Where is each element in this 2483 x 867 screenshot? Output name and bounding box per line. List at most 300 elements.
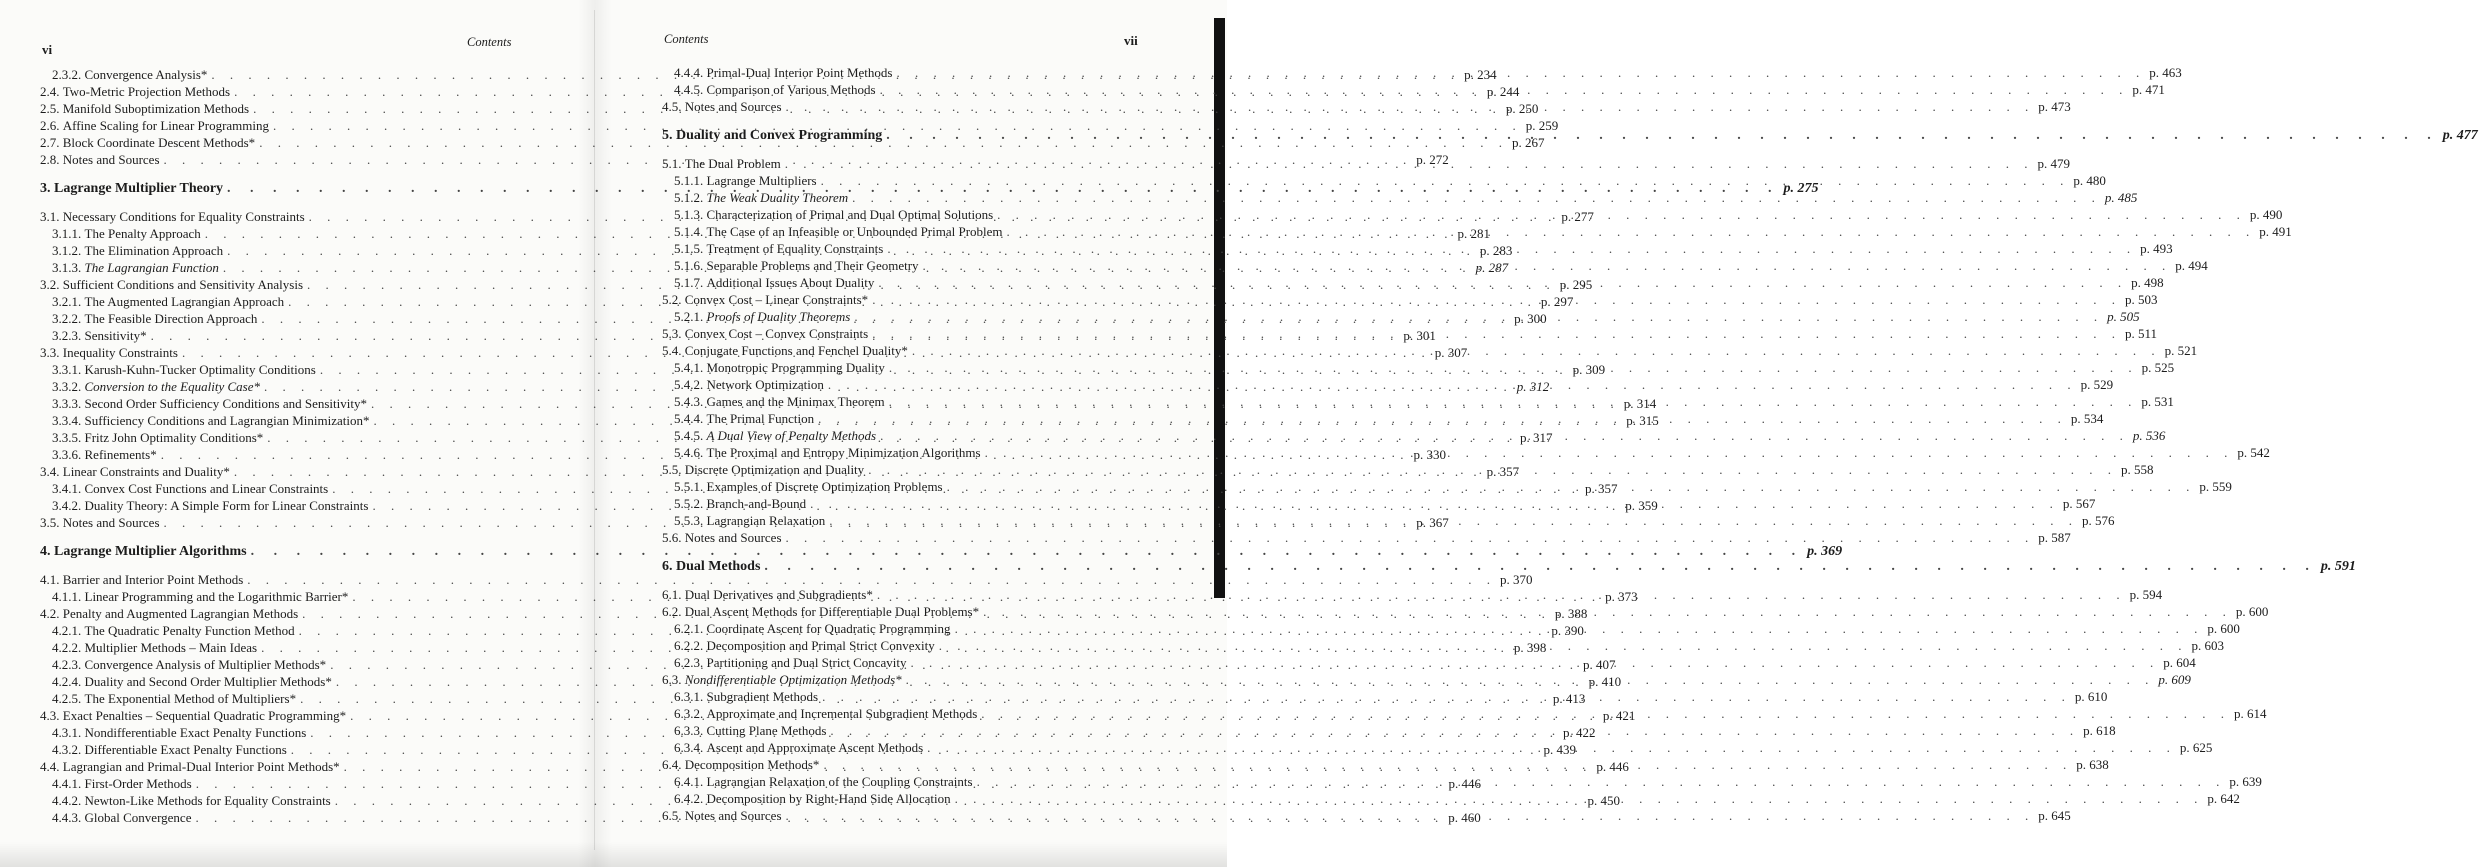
toc-entry-title: The Penalty Approach (84, 226, 201, 241)
toc-entry-number: 4.5. (662, 99, 682, 114)
toc-entry-title: Additional Issues About Duality (706, 275, 875, 290)
toc-entry-number: 2.8. (40, 152, 60, 167)
dot-leader (786, 98, 2035, 115)
toc-entry-number: 4.2.4. (52, 674, 82, 689)
toc-entry-title: Decomposition Methods* (684, 757, 820, 772)
toc-entry-number: 3.3. (40, 345, 60, 360)
dot-leader (985, 444, 2234, 461)
toc-entry-number: 6.4.1. (674, 774, 704, 789)
toc-entry-number: 6.4.2. (674, 791, 704, 806)
toc-entry-title: A Dual View of Penalty Methods (706, 428, 877, 443)
dot-leader (880, 81, 2129, 98)
toc-entry-title: Convex Cost Functions and Linear Constraints (84, 481, 329, 496)
dot-leader (852, 189, 2101, 206)
toc-entry-page: p. 511 (2124, 326, 2157, 341)
toc-entry-title: The Primal Function (706, 411, 815, 426)
toc-entry-title: Primal-Dual Interior Point Methods (706, 65, 893, 80)
dot-leader (887, 240, 2136, 257)
dot-leader (906, 671, 2155, 688)
dot-leader (823, 756, 2072, 773)
toc-entry-title: Exact Penalties – Sequential Quadratic Programming* (62, 708, 347, 723)
toc-entry-number: 4.2.3. (52, 657, 82, 672)
toc-entry-title: The Lagrangian Function (84, 260, 219, 275)
toc-entry-page: p. 373 (1605, 589, 1638, 604)
dot-leader (939, 637, 2188, 654)
toc-entry-number: 6. (662, 559, 673, 574)
toc-entry-number: 4. (40, 544, 51, 559)
toc-entry-number: 3.1.1. (52, 226, 82, 241)
toc-entry-title: The Feasible Direction Approach (84, 311, 258, 326)
toc-entry-number: 5.3. (662, 326, 682, 341)
dot-leader (786, 529, 2035, 546)
toc-entry-title: Examples of Discrete Optimization Problems (706, 479, 943, 494)
toc-entry-page: p. 645 (2038, 808, 2071, 823)
toc-entry-page: p. 594 (2129, 587, 2163, 602)
toc-entry-page: p. 531 (2141, 394, 2174, 409)
toc-entry-title: Lagrange Multipliers (706, 173, 817, 188)
toc-entry-number: 6.5. (662, 808, 682, 823)
toc-entry (40, 571, 1533, 588)
toc-entry-page: p. 367 (1416, 515, 1449, 530)
toc-entry-number: 5.1.4. (674, 224, 704, 239)
toc-entry-title: Second Order Sufficiency Conditions and Sensitivity* (84, 396, 367, 411)
toc-entry-title: Duality Theory: A Simple Form for Linear Constraints (84, 498, 369, 513)
toc-entry-page: p. 410 (1588, 674, 1622, 689)
toc-entry-number: 3.2.3. (52, 328, 82, 343)
toc-entry-page: p. 638 (2076, 757, 2109, 772)
toc-entry-page: p. 234 (1464, 67, 1497, 82)
toc-entry-page: p. 471 (2132, 82, 2165, 97)
toc-entry-number: 4.4.3. (52, 810, 82, 825)
toc-entry-title: Inequality Constraints (62, 345, 178, 360)
toc-entry-page: p. 407 (1582, 657, 1616, 672)
toc-entry-page: p. 603 (2191, 638, 2224, 653)
toc-entry-page: p. 558 (2120, 462, 2154, 477)
toc-entry-page: p. 317 (1520, 430, 1553, 445)
toc-entry-title: Convex Cost – Linear Constraints* (684, 292, 869, 307)
toc-entry-title: Necessary Conditions for Equality Constraints (62, 209, 305, 224)
toc-entry-title: Barrier and Interior Point Methods (62, 572, 244, 587)
toc-entry-number: 3.4. (40, 464, 60, 479)
toc-entry-page: p. 281 (1457, 226, 1490, 241)
toc-entry-title: Notes and Sources (684, 530, 782, 545)
toc-entry-title: The Proximal and Entropy Minimization Algorithms (706, 445, 981, 460)
toc-entry-title: Lagrangian Relaxation (706, 513, 826, 528)
toc-entry-title: Lagrangian Relaxation of the Coupling Constraints (706, 774, 973, 789)
toc-entry-page: p. 463 (2149, 65, 2182, 80)
toc-entry-page: p. 315 (1626, 413, 1659, 428)
toc-entry-page: p. 505 (2107, 309, 2140, 324)
dot-leader (955, 620, 2204, 637)
toc-entry-title: Coordinate Ascent for Quadratic Programming (706, 621, 951, 636)
toc-entry-title: Dual Derivatives and Subgradients* (684, 587, 873, 602)
toc-entry-title: Decomposition by Right-Hand Side Allocation (706, 791, 951, 806)
toc-entry-page: p. 609 (2158, 672, 2191, 687)
dot-leader (880, 427, 2129, 444)
toc-entry-page: p. 450 (1587, 793, 1620, 808)
toc-entry-number: 5.4.2. (674, 377, 704, 392)
toc-entry-page: p. 446 (1596, 759, 1629, 774)
dot-leader (822, 688, 2071, 705)
toc-entry-page: p. 283 (1479, 243, 1513, 258)
toc-entry-title: Discrete Optimization and Duality (684, 462, 865, 477)
toc-entry-page: p. 267 (1511, 135, 1545, 150)
toc-entry-title: Manifold Suboptimization Methods (62, 101, 250, 116)
toc-entry-number: 6.3.4. (674, 740, 704, 755)
toc-entry-number: 6.3.1. (674, 689, 704, 704)
dot-leader (1007, 223, 2256, 240)
toc-entry-title: Linear Programming and the Logarithmic Barrier* (84, 589, 349, 604)
toc-entry-number: 5. (662, 128, 673, 143)
toc-entry-title: Dual Ascent Methods for Differentiable Dual Problems* (684, 604, 980, 619)
toc-entry-page: p. 413 (1552, 691, 1586, 706)
toc-entry-title: Lagrangian and Primal-Dual Interior Point Methods* (62, 759, 340, 774)
toc-entry-page: p. 494 (2175, 258, 2208, 273)
toc-entry-title: Games and the Minimax Theorem (706, 394, 885, 409)
toc-entry-page: p. 460 (1448, 810, 1481, 825)
toc-entry-page: p. 491 (2259, 224, 2292, 239)
dot-leader (896, 64, 2145, 81)
toc-entry-number: 6.2.1. (674, 621, 704, 636)
toc-entry-number: 3.2.1. (52, 294, 82, 309)
toc-entry-page: p. 446 (1448, 776, 1481, 791)
toc-entry-page: p. 567 (2062, 496, 2096, 511)
toc-entry-title: Penalty and Augmented Lagrangian Methods (62, 606, 299, 621)
toc-entry-number: 2.7. (40, 135, 60, 150)
toc-entry-title: Notes and Sources (62, 152, 160, 167)
toc-entry-title: First-Order Methods (84, 776, 192, 791)
dot-leader (872, 325, 2121, 342)
toc-entry-title: Treatment of Equality Constraints (706, 241, 884, 256)
toc-entry-title: Subgradient Methods (706, 689, 819, 704)
toc-entry-number: 3.5. (40, 515, 60, 530)
toc-entry-number: 6.2. (662, 604, 682, 619)
toc-entry-page: p. 301 (1403, 328, 1436, 343)
toc-entry-page: p. 390 (1551, 623, 1584, 638)
toc-entry-title: Notes and Sources (62, 515, 160, 530)
toc-entry-title: Characterization of Primal and Dual Optimal Solutions (706, 207, 994, 222)
toc-entry-number: 4.4.4. (674, 65, 704, 80)
toc-entry-page: p. 300 (1514, 311, 1547, 326)
dot-leader (828, 376, 2077, 393)
toc-entry-number: 3.3.3. (52, 396, 82, 411)
toc-entry-number: 4.2.5. (52, 691, 82, 706)
toc-entry-page: p. 576 (2082, 513, 2115, 528)
toc-entry-page: p. 473 (2038, 99, 2071, 114)
toc-entry (662, 529, 2071, 546)
toc-entry-number: 3.2.2. (52, 311, 82, 326)
toc-entry-title: Sufficiency Conditions and Lagrangian Minimization* (84, 413, 370, 428)
toc-entry-number: 4.1.1. (52, 589, 82, 604)
toc-entry-number: 3.3.4. (52, 413, 82, 428)
toc-entry-number: 5.4. (662, 343, 682, 358)
toc-entry-title: Lagrange Multiplier Algorithms (54, 544, 247, 559)
dot-leader (927, 739, 2176, 756)
toc-entry-number: 4.1. (40, 572, 60, 587)
toc-entry-page: p. 625 (2179, 740, 2213, 755)
dot-leader (829, 512, 2078, 529)
toc-entry-title: Newton-Like Methods for Equality Constraints (84, 793, 331, 808)
dot-leader (947, 478, 2196, 495)
toc-entry-title: Conversion to the Equality Case* (84, 379, 260, 394)
toc-entry (40, 117, 1559, 134)
toc-entry-page: p. 642 (2207, 791, 2240, 806)
toc-entry-number: 4.3.2. (52, 742, 82, 757)
toc-entry-page: p. 639 (2229, 774, 2262, 789)
page-number: vii (1124, 33, 1138, 48)
dot-leader (868, 461, 2117, 478)
toc-entry-number: 3.4.2. (52, 498, 82, 513)
toc-entry-number: 5.5. (662, 462, 682, 477)
toc-entry-page: p. 498 (2131, 275, 2164, 290)
toc-entry-page: p. 600 (2207, 621, 2240, 636)
toc-entry-number: 5.4.1. (674, 360, 704, 375)
toc-entry-page: p. 314 (1623, 396, 1657, 411)
dot-leader (889, 359, 2138, 376)
toc-entry-page: p. 604 (2163, 655, 2196, 670)
toc-entry-number: 3.3.5. (52, 430, 82, 445)
toc-entry-page: p. 275 (1783, 181, 1819, 196)
toc-entry-page: p. 297 (1540, 294, 1574, 309)
toc-entry-page: p. 369 (1807, 544, 1843, 559)
toc-entry-number: 4.2. (40, 606, 60, 621)
toc-entry-number: 5.4.3. (674, 394, 704, 409)
toc-entry-page: p. 542 (2237, 445, 2270, 460)
toc-entry-page: p. 490 (2249, 207, 2283, 222)
toc-entry-number: 3. (40, 181, 51, 196)
dot-leader (886, 119, 2439, 153)
dot-leader (810, 495, 2059, 512)
dot-leader (818, 410, 2067, 427)
toc-entry-number: 4.2.2. (52, 640, 82, 655)
dot-leader (764, 550, 2317, 584)
toc-entry-title: Conjugate Functions and Fenchel Duality* (684, 343, 908, 358)
toc-entry-title: Fritz John Optimality Conditions* (84, 430, 264, 445)
toc-entry-title: The Case of an Infeasible or Unbounded Primal Problem (706, 224, 1003, 239)
toc-entry-page: p. 250 (1505, 101, 1539, 116)
toc-entry-page: p. 359 (1625, 498, 1658, 513)
toc-entry-title: Affine Scaling for Linear Programming (62, 118, 270, 133)
toc-entry-number: 4.4. (40, 759, 60, 774)
toc-entry-number: 4.4.5. (674, 82, 704, 97)
running-head: Contents (664, 32, 709, 46)
toc-entry-number: 2.5. (40, 101, 60, 116)
dot-leader (878, 274, 2127, 291)
toc-entry-page: p. 534 (2070, 411, 2104, 426)
toc-entry-number: 5.5.2. (674, 496, 704, 511)
toc-entry-page: p. 422 (1563, 725, 1596, 740)
toc-entry-number: 3.1. (40, 209, 60, 224)
toc-entry-page: p. 480 (2073, 173, 2106, 188)
toc-entry-number: 3.4.1. (52, 481, 82, 496)
toc-entry-page: p. 272 (1416, 152, 1449, 167)
toc-entry-number: 4.2.1. (52, 623, 82, 638)
toc-entry-title: Linear Constraints and Duality* (62, 464, 230, 479)
toc-entry-page: p. 503 (2124, 292, 2158, 307)
toc-entry-page: p. 244 (1486, 84, 1520, 99)
toc-entry-page: p. 618 (2083, 723, 2116, 738)
dot-leader (955, 790, 2204, 807)
toc-entry-number: 6.1. (662, 587, 682, 602)
toc-entry-number: 5.4.6. (674, 445, 704, 460)
toc-entry (662, 189, 2138, 206)
toc-entry-title: Sufficient Conditions and Sensitivity Analysis (62, 277, 304, 292)
toc-entry-page: p. 330 (1413, 447, 1446, 462)
toc-entry-number: 3.1.3. (52, 260, 82, 275)
toc-entry-page: p. 600 (2235, 604, 2269, 619)
running-head: Contents (467, 35, 512, 49)
toc-entry-number: 5.4.5. (674, 428, 704, 443)
dot-leader (877, 586, 2126, 603)
page-number: vi (42, 42, 53, 57)
toc-entry-page: p. 312 (1516, 379, 1550, 394)
dot-leader (923, 257, 2172, 274)
toc-entry-title: Monotropic Programming Duality (706, 360, 885, 375)
dot-leader (911, 654, 2160, 671)
toc-entry-number: 5.1.7. (674, 275, 704, 290)
toc-entry-page: p. 559 (2199, 479, 2232, 494)
toc-entry-title: Global Convergence (84, 810, 192, 825)
dot-leader (997, 206, 2246, 223)
toc-entry-page: p. 536 (2132, 428, 2166, 443)
toc-entry-number: 2.3.2. (52, 67, 82, 82)
dot-leader (912, 342, 2161, 359)
toc-entry-page: p. 357 (1486, 464, 1520, 479)
toc-entry-title: Decomposition and Primal Strict Convexity (706, 638, 935, 653)
toc-entry-page: p. 614 (2234, 706, 2267, 721)
toc-entry-title: Network Optimization (706, 377, 824, 392)
toc-entry-page: p. 421 (1602, 708, 1636, 723)
toc-entry-title: Lagrange Multiplier Theory (54, 181, 224, 196)
toc-entry-page: p. 610 (2074, 689, 2108, 704)
toc-entry-page: p. 259 (1525, 118, 1559, 133)
toc-entry-page: p. 591 (2320, 559, 2356, 574)
toc-entry-title: Convergence Analysis* (84, 67, 208, 82)
dot-leader (786, 807, 2035, 824)
toc-entry-page: p. 479 (2037, 156, 2071, 171)
toc-entry-page: p. 388 (1554, 606, 1588, 621)
toc-entry-title: Multiplier Methods – Main Ideas (84, 640, 258, 655)
toc-entry-title: Refinements* (84, 447, 157, 462)
toc-entry-title: Convergence Analysis of Multiplier Methods* (84, 657, 327, 672)
toc-entry-number: 5.1.1. (674, 173, 704, 188)
toc-entry-number: 5.1. (662, 156, 682, 171)
dot-leader (977, 773, 2226, 790)
toc-entry-title: Ascent and Approximate Ascent Methods (706, 740, 924, 755)
toc-entry-page: p. 277 (1561, 209, 1594, 224)
dot-leader (821, 172, 2070, 189)
toc-entry-page: p. 493 (2140, 241, 2173, 256)
toc-entry-number: 6.3.3. (674, 723, 704, 738)
toc-entry-number: 4.3. (40, 708, 60, 723)
toc-entry-title: The Weak Duality Theorem (706, 190, 849, 205)
toc-entry-page: p. 357 (1584, 481, 1618, 496)
toc-entry-title: Partitioning and Dual Strict Concavity (706, 655, 907, 670)
toc-entry-title: Approximate and Incremental Subgradient Methods (706, 706, 978, 721)
toc-entry-number: 6.2.2. (674, 638, 704, 653)
toc-entry-number: 5.4.4. (674, 411, 704, 426)
dot-leader (889, 393, 2138, 410)
toc-entry-title: Cutting Plane Methods (706, 723, 827, 738)
toc-entry-number: 5.5.3. (674, 513, 704, 528)
toc-entry-title: Two-Metric Projection Methods (62, 84, 231, 99)
toc-entry-number: 6.2.3. (674, 655, 704, 670)
toc-entry-page: p. 529 (2080, 377, 2114, 392)
dot-leader (872, 291, 2121, 308)
toc-entry-title: The Quadratic Penalty Function Method (84, 623, 295, 638)
toc-entry-title: Comparison of Various Methods (706, 82, 876, 97)
toc-entry-page: p. 439 (1543, 742, 1577, 757)
toc-entry-title: Branch-and-Bound (706, 496, 807, 511)
toc-entry-title: Notes and Sources (684, 808, 782, 823)
toc-entry-title: Differentiable Exact Penalty Functions (84, 742, 287, 757)
toc-entry-number: 2.4. (40, 84, 60, 99)
toc-entry-number: 4.3.1. (52, 725, 82, 740)
toc-entry-title: Block Coordinate Descent Methods* (62, 135, 256, 150)
toc-entry-number: 2.6. (40, 118, 60, 133)
toc-entry-number: 3.3.6. (52, 447, 82, 462)
toc-entry-page: p. 398 (1513, 640, 1547, 655)
toc-entry-title: Convex Cost – Convex Constraints (684, 326, 869, 341)
toc-entry-number: 5.5.1. (674, 479, 704, 494)
toc-entry-number: 3.2. (40, 277, 60, 292)
dot-leader (785, 155, 2034, 172)
dot-leader (854, 308, 2103, 325)
toc-entry-page: p. 587 (2038, 530, 2071, 545)
toc-entry-title: Sensitivity* (84, 328, 147, 343)
toc-entry-number: 5.1.6. (674, 258, 704, 273)
toc-entry-title: The Augmented Lagrangian Approach (84, 294, 285, 309)
toc-entry-title: The Exponential Method of Multipliers* (84, 691, 297, 706)
toc-entry-number: 5.2. (662, 292, 682, 307)
toc-entry-number: 6.3.2. (674, 706, 704, 721)
dot-leader (981, 705, 2230, 722)
toc-entry-number: 6.4. (662, 757, 682, 772)
toc-entry-title: Dual Methods (676, 559, 761, 574)
toc-entry-number: 4.4.2. (52, 793, 82, 808)
dot-leader (830, 722, 2079, 739)
toc-entry-page: p. 287 (1475, 260, 1509, 275)
toc-entry-page: p. 477 (2442, 128, 2478, 143)
toc-entry-page: p. 295 (1559, 277, 1593, 292)
toc-entry-title: Proofs of Duality Theorems (706, 309, 851, 324)
toc-entry-title: The Dual Problem (684, 156, 781, 171)
toc-entry-number: 5.6. (662, 530, 682, 545)
toc-entry-title: Separable Problems and Their Geometry (706, 258, 919, 273)
toc-entry-title: Karush-Kuhn-Tucker Optimality Conditions (84, 362, 316, 377)
toc-entry-title: Nondifferentiable Optimization Methods* (684, 672, 902, 687)
toc-entry-number: 6.3. (662, 672, 682, 687)
toc-entry-title: Duality and Convex Programming (676, 128, 883, 143)
toc-entry-page: p. 370 (1500, 572, 1533, 587)
toc-entry-number: 4.4.1. (52, 776, 82, 791)
toc-entry-title: Notes and Sources (684, 99, 782, 114)
toc-entry-number: 3.3.1. (52, 362, 82, 377)
toc-entry-title: The Elimination Approach (84, 243, 224, 258)
toc-entry-page: p. 307 (1434, 345, 1468, 360)
toc-entry-page: p. 521 (2164, 343, 2198, 358)
toc-entry-page: p. 525 (2141, 360, 2175, 375)
toc-entry-number: 3.3.2. (52, 379, 82, 394)
dot-leader (983, 603, 2232, 620)
toc-entry-number: 5.1.5. (674, 241, 704, 256)
toc-entry-title: Nondifferentiable Exact Penalty Functions (84, 725, 307, 740)
toc-entry-title: Duality and Second Order Multiplier Methods* (84, 674, 332, 689)
toc-entry-page: p. 485 (2104, 190, 2138, 205)
toc-entry-number: 5.1.3. (674, 207, 704, 222)
toc-entry-page: p. 309 (1572, 362, 1606, 377)
toc-entry-number: 5.1.2. (674, 190, 704, 205)
